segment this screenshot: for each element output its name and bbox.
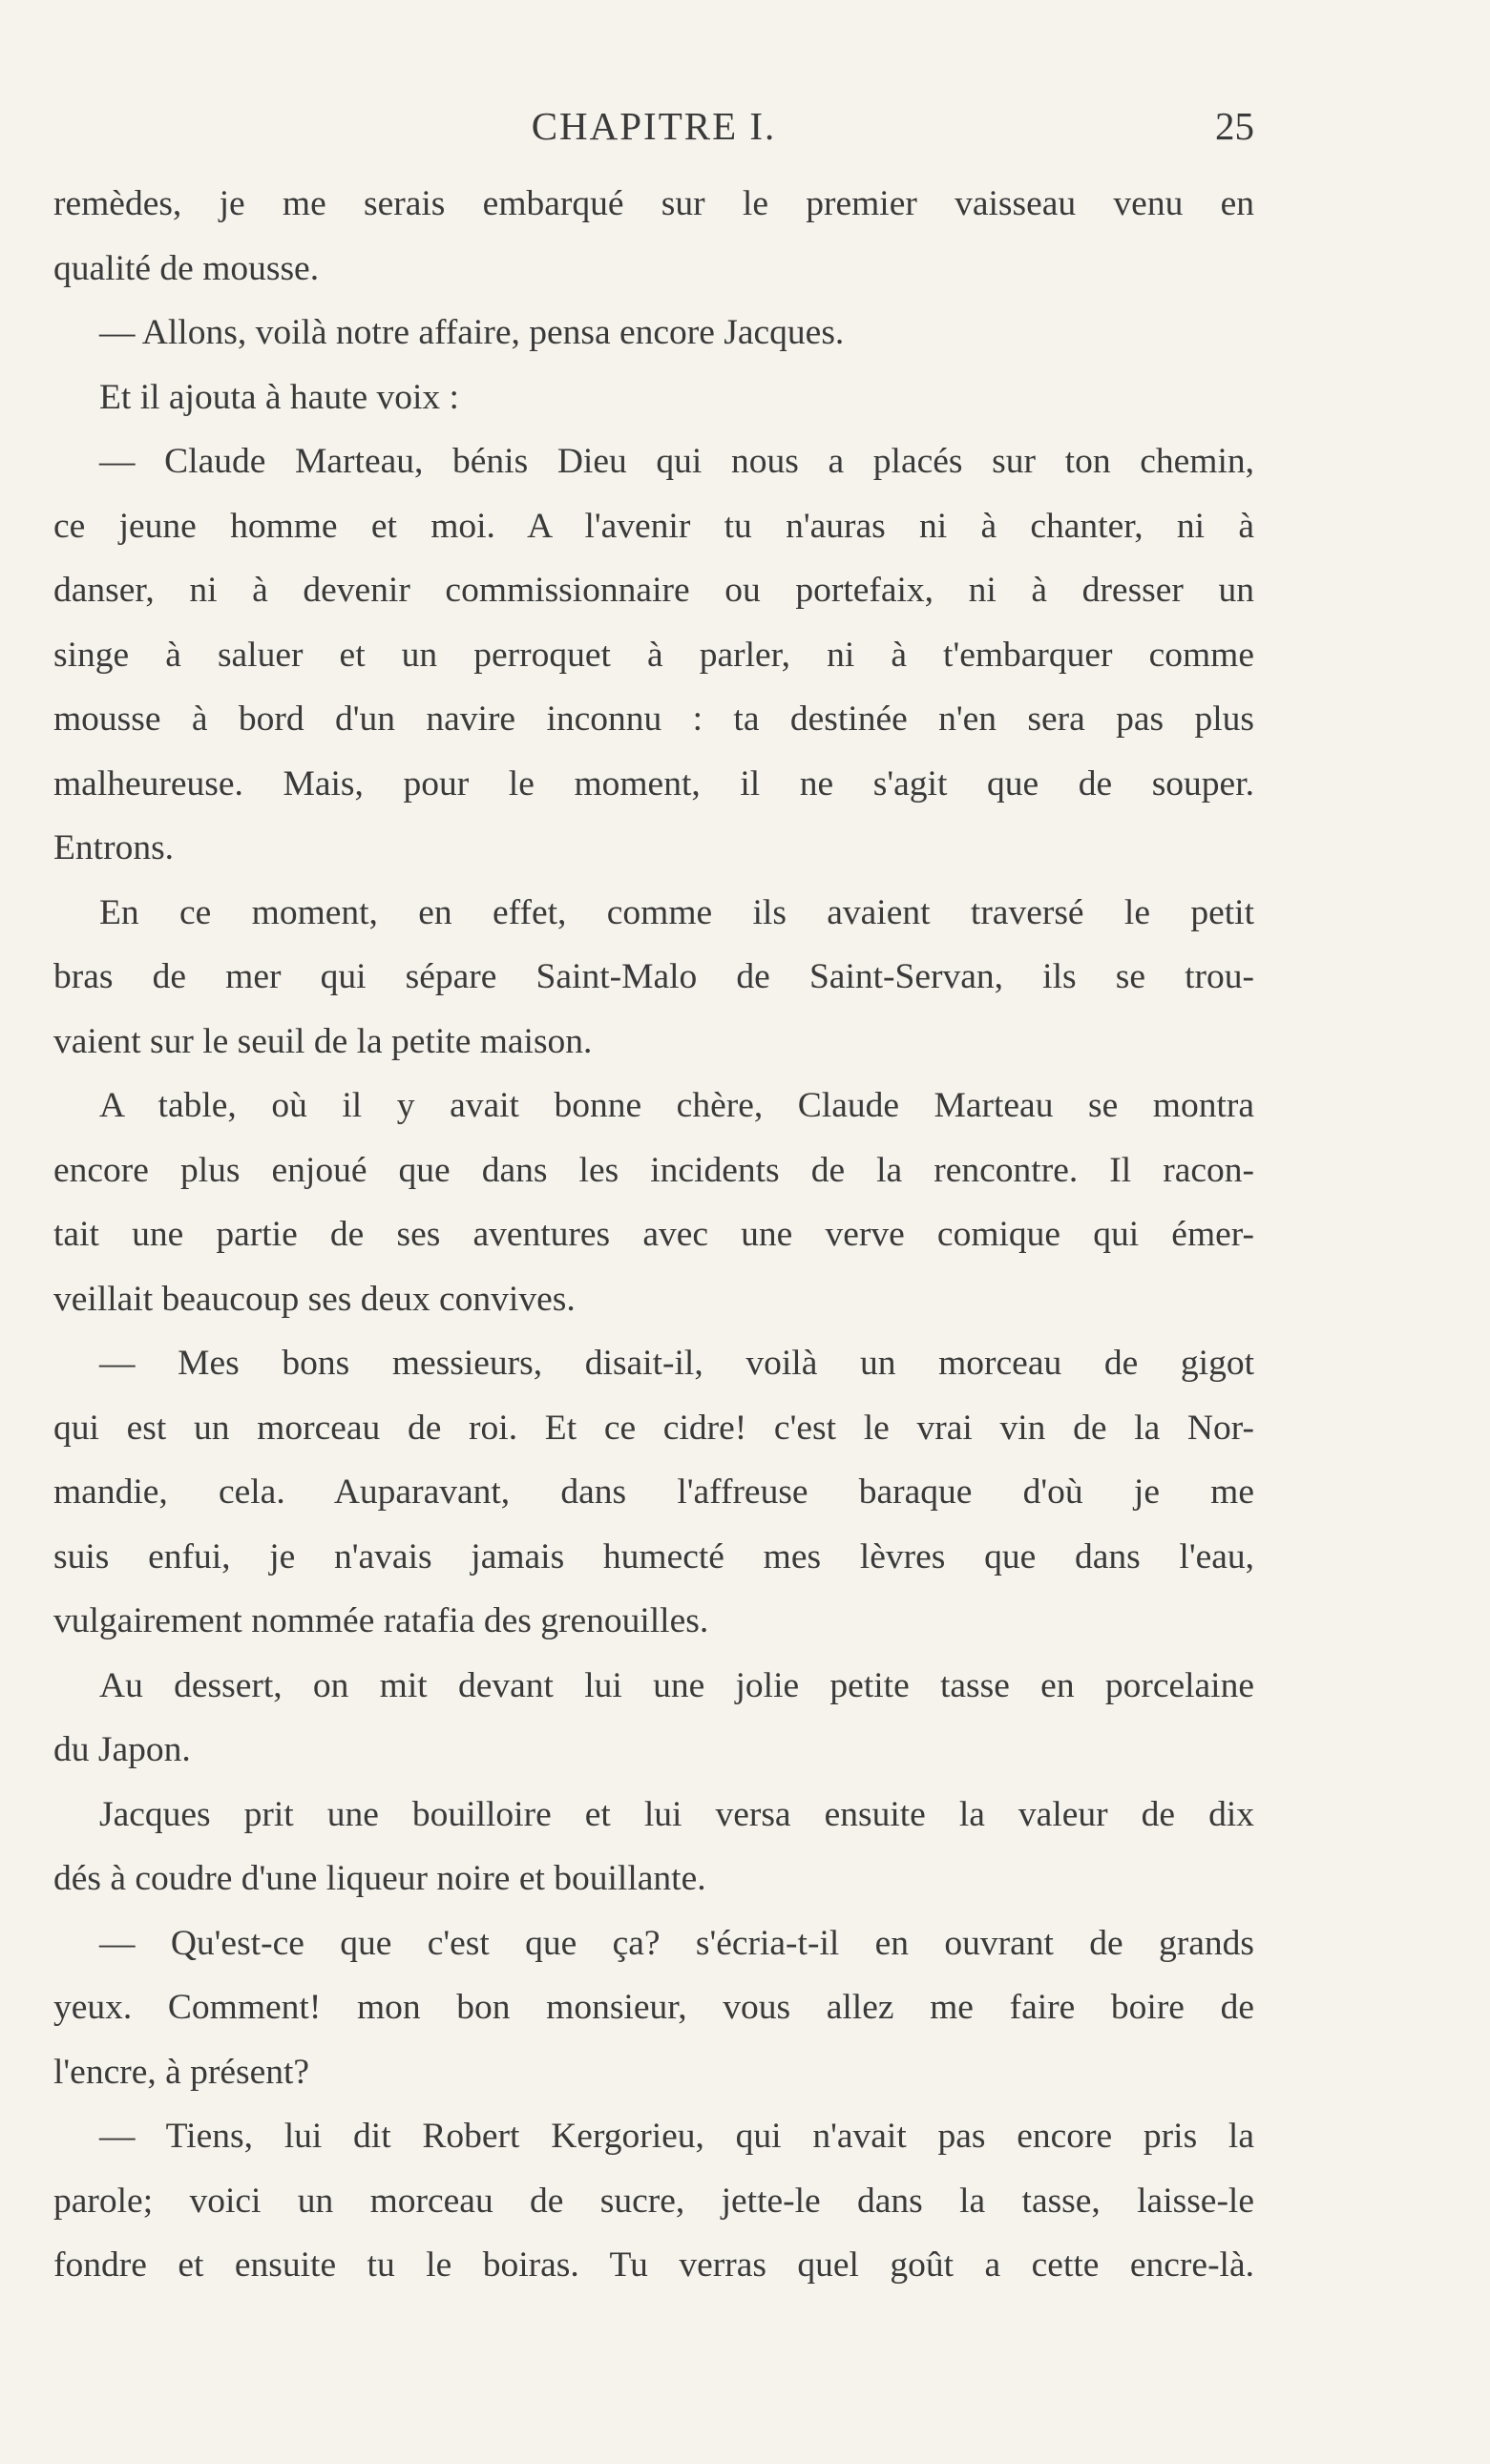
running-head — [53, 103, 1254, 151]
text-line: malheureuse. Mais, pour le moment, il ne s'agit que de souper. — [53, 763, 1254, 804]
text-line: — Claude Marteau, bénis Dieu qui nous a placés sur ton chemin, — [99, 442, 1254, 481]
body-text — [53, 172, 1254, 2298]
text-line: — Mes bons messieurs, disait-il, voilà un morceau de gigot — [99, 1344, 1254, 1383]
text-line: fondre et ensuite tu le boiras. Tu verras quel goût a cette encre-là. — [53, 2245, 1254, 2285]
page-number: 25 — [1215, 104, 1254, 148]
text-line: vulgairement nommée ratafia des grenouilles. — [53, 1601, 709, 1640]
text-line: du Japon. — [53, 1730, 191, 1769]
text-line: mandie, cela. Auparavant, dans l'affreuse baraque d'où je me — [53, 1472, 1254, 1512]
text-line: yeux. Comment! mon bon monsieur, vous allez me faire boire de — [53, 1988, 1254, 2027]
text-line: — Tiens, lui dit Robert Kergorieu, qui n'avait pas encore pris la — [99, 2117, 1254, 2156]
text-line: — Allons, voilà notre affaire, pensa encore Jacques. — [99, 313, 845, 352]
text-line: remèdes, je me serais embarqué sur le premier vaisseau venu en — [53, 184, 1254, 223]
text-line: qualité de mousse. — [53, 248, 320, 288]
text-line: Entrons. — [53, 828, 175, 867]
text-line: parole; voici un morceau de sucre, jette-le dans la tasse, laisse-le — [53, 2181, 1254, 2221]
text-line: ce jeune homme et moi. A l'avenir tu n'auras ni à chanter, ni à — [53, 506, 1254, 546]
chapter-title: CHAPITRE I. — [531, 104, 777, 148]
text-line: qui est un morceau de roi. Et ce cidre! c'est le vrai vin de la Nor- — [53, 1408, 1254, 1448]
text-line: dés à coudre d'une liqueur noire et bouillante. — [53, 1859, 706, 1898]
text-line: Et il ajouta à haute voix : — [99, 377, 459, 417]
text-line: En ce moment, en effet, comme ils avaient traversé le petit — [99, 892, 1254, 932]
text-line: — Qu'est-ce que c'est que ça? s'écria-t-il en ouvrant de grands — [99, 1923, 1254, 1963]
text-line: A table, où il y avait bonne chère, Claude Marteau se montra — [99, 1086, 1254, 1125]
text-line: tait une partie de ses aventures avec une verve comique qui émer- — [53, 1215, 1254, 1254]
text-line: veillait beaucoup ses deux convives. — [53, 1279, 576, 1319]
text-line: mousse à bord d'un navire inconnu : ta destinée n'en sera pas plus — [53, 700, 1254, 739]
text-line: l'encre, à présent? — [53, 2052, 310, 2092]
text-line: Jacques prit une bouilloire et lui versa ensuite la valeur de dix — [99, 1794, 1254, 1834]
text-line: suis enfui, je n'avais jamais humecté mes lèvres que dans l'eau, — [53, 1536, 1254, 1577]
text-line: vaient sur le seuil de la petite maison. — [53, 1021, 593, 1061]
text-line: danser, ni à devenir commissionnaire ou portefaix, ni à dresser un — [53, 571, 1254, 610]
text-line: bras de mer qui sépare Saint-Malo de Saint-Servan, ils se trou- — [53, 957, 1254, 996]
text-line: singe à saluer et un perroquet à parler, ni à t'embarquer comme — [53, 635, 1254, 675]
text-line: Au dessert, on mit devant lui une jolie petite tasse en porcelaine — [99, 1665, 1254, 1705]
text-line: encore plus enjoué que dans les incidents de la rencontre. Il racon- — [53, 1150, 1254, 1190]
